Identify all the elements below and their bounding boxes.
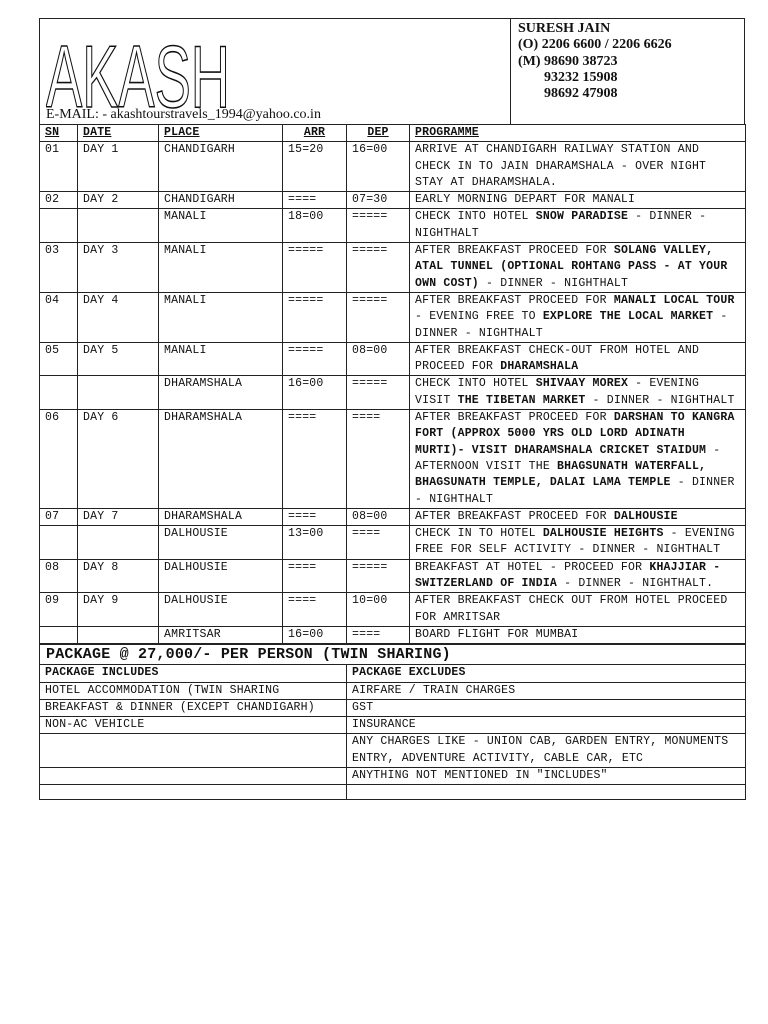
exclude-item: ANYTHING NOT MENTIONED IN "INCLUDES" (347, 767, 746, 784)
cell-arr: ==== (283, 192, 347, 209)
cell-place: AMRITSAR (159, 626, 283, 643)
package-excludes-title: PACKAGE EXCLUDES (347, 665, 746, 682)
programme-text: AFTER BREAKFAST PROCEED FOR (415, 293, 614, 307)
package-item-row (40, 699, 746, 716)
cell-dep: ==== (347, 410, 410, 509)
cell-dep: 16=00 (347, 142, 410, 192)
cell-arr: ==== (283, 559, 347, 593)
package-item-row (40, 767, 746, 784)
programme-text: CHECK INTO HOTEL (415, 377, 536, 391)
package-item-row (40, 734, 746, 768)
col-place: PLACE (159, 125, 283, 142)
col-sn: SN (40, 125, 78, 142)
cell-dep: ===== (347, 376, 410, 410)
package-heading-row (40, 665, 746, 682)
cell-dep: ===== (347, 243, 410, 293)
programme-highlight: EXPLORE THE LOCAL MARKET (542, 310, 714, 324)
cell-place: DHARAMSHALA (159, 410, 283, 509)
email-line: E-MAIL: - akashtourstravels_1994@yahoo.co.in (46, 107, 321, 122)
itinerary-header-row (40, 125, 746, 142)
itinerary-body (40, 142, 746, 644)
package-item-row (40, 717, 746, 734)
programme-text: - DINNER - NIGHTHALT (415, 310, 728, 340)
programme-text: AFTER BREAKFAST CHECK-OUT FROM HOTEL AND PROCEED FOR (415, 343, 700, 374)
mobile-phone-2: 93232 15908 (544, 69, 618, 85)
cell-programme (410, 292, 746, 342)
document-header (39, 18, 745, 124)
exclude-item (347, 785, 746, 800)
cell-programme (410, 243, 746, 293)
programme-highlight: SHIVAAY MOREX (535, 377, 629, 391)
cell-place: DHARAMSHALA (159, 376, 283, 410)
col-dep: DEP (347, 125, 410, 142)
cell-dep: ===== (347, 559, 410, 593)
cell-sn (40, 526, 78, 560)
cell-date: DAY 3 (78, 243, 159, 293)
programme-text: BOARD FLIGHT FOR MUMBAI (415, 627, 579, 641)
cell-sn: 07 (40, 508, 78, 525)
itinerary-row (40, 342, 746, 376)
cell-date (78, 626, 159, 643)
programme-text: - DINNER - NIGHTHALT (478, 276, 629, 290)
cell-date: DAY 2 (78, 192, 159, 209)
cell-arr: ===== (283, 342, 347, 376)
include-item: BREAKFAST & DINNER (EXCEPT CHANDIGARH) (40, 699, 347, 716)
cell-dep: 07=30 (347, 192, 410, 209)
programme-text: - DINNER - NIGHTHALT (415, 476, 735, 506)
programme-text: AFTER BREAKFAST PROCEED FOR (415, 244, 614, 258)
package-price-row (40, 645, 746, 665)
cell-sn: 04 (40, 292, 78, 342)
cell-place: CHANDIGARH (159, 192, 283, 209)
cell-dep: ==== (347, 526, 410, 560)
cell-sn (40, 626, 78, 643)
programme-highlight: MANALI LOCAL TOUR (613, 293, 735, 307)
itinerary-row (40, 410, 746, 509)
itinerary-row (40, 209, 746, 243)
programme-text: CHECK INTO HOTEL (415, 210, 536, 224)
itinerary-row (40, 142, 746, 192)
exclude-item: INSURANCE (347, 717, 746, 734)
package-price: PACKAGE @ 27,000/- PER PERSON (TWIN SHARING) (40, 645, 746, 665)
cell-programme (410, 626, 746, 643)
cell-date: DAY 5 (78, 342, 159, 376)
cell-programme (410, 559, 746, 593)
cell-programme (410, 410, 746, 509)
itinerary-row (40, 192, 746, 209)
cell-arr: ==== (283, 410, 347, 509)
itinerary-table (39, 124, 746, 644)
cell-dep: ===== (347, 209, 410, 243)
cell-place: DHARAMSHALA (159, 508, 283, 525)
package-body (40, 645, 746, 800)
cell-programme (410, 508, 746, 525)
cell-arr: 18=00 (283, 209, 347, 243)
cell-date: DAY 9 (78, 593, 159, 627)
itinerary-row (40, 508, 746, 525)
programme-highlight: DHARAMSHALA (500, 360, 579, 374)
contact-block (510, 19, 745, 124)
cell-programme (410, 209, 746, 243)
programme-highlight: DARSHAN TO KANGRA FORT (APPROX 5000 YRS OLD LORD ADINATH MURTI)- VISIT DHARAMSHALA CRICKET STAIDUM (415, 411, 735, 457)
cell-programme (410, 376, 746, 410)
contact-name: SURESH JAIN (518, 21, 611, 36)
cell-dep: ==== (347, 626, 410, 643)
programme-text: - DINNER - NIGHTHALT (585, 393, 735, 407)
programme-highlight: SOLANG VALLEY, ATAL TUNNEL (OPTIONAL ROHTANG PASS - AT YOUR OWN COST) (415, 244, 728, 290)
cell-place: MANALI (159, 209, 283, 243)
cell-sn: 06 (40, 410, 78, 509)
cell-place: MANALI (159, 292, 283, 342)
package-item-row (40, 682, 746, 699)
col-programme: PROGRAMME (410, 125, 746, 142)
cell-dep: 10=00 (347, 593, 410, 627)
cell-programme (410, 526, 746, 560)
programme-text: - AFTERNOON VISIT THE (415, 443, 721, 473)
itinerary-row (40, 593, 746, 627)
col-arr: ARR (283, 125, 347, 142)
cell-arr: 15=20 (283, 142, 347, 192)
include-item (40, 785, 347, 800)
akash-logo (46, 33, 232, 115)
itinerary-row (40, 243, 746, 293)
include-item (40, 767, 347, 784)
office-phone: (O) 2206 6600 / 2206 6626 (518, 37, 672, 53)
include-item: NON-AC VEHICLE (40, 717, 347, 734)
cell-date: DAY 6 (78, 410, 159, 509)
cell-sn: 09 (40, 593, 78, 627)
mobile-phone: (M) 98690 38723 (518, 53, 618, 69)
programme-highlight: DALHOUSIE (613, 509, 678, 523)
cell-place: DALHOUSIE (159, 526, 283, 560)
cell-sn: 01 (40, 142, 78, 192)
programme-text: AFTER BREAKFAST PROCEED FOR (415, 411, 614, 425)
mobile-phone-3: 98692 47908 (544, 86, 618, 102)
cell-date: DAY 7 (78, 508, 159, 525)
cell-programme (410, 192, 746, 209)
col-date: DATE (78, 125, 159, 142)
cell-place: CHANDIGARH (159, 142, 283, 192)
cell-dep: ===== (347, 292, 410, 342)
include-item: HOTEL ACCOMMODATION (TWIN SHARING (40, 682, 347, 699)
programme-text: - DINNER - NIGHTHALT (415, 210, 707, 240)
programme-highlight: SNOW PARADISE (535, 210, 629, 224)
itinerary-row (40, 526, 746, 560)
cell-place: DALHOUSIE (159, 559, 283, 593)
programme-highlight: DALHOUSIE HEIGHTS (542, 527, 664, 541)
package-item-row (40, 785, 746, 800)
cell-arr: ===== (283, 243, 347, 293)
cell-programme (410, 342, 746, 376)
programme-text: - EVENING FREE FOR SELF ACTIVITY - DINNER - NIGHTHALT (415, 527, 735, 557)
include-item (40, 734, 347, 768)
programme-text: - EVENING FREE TO (415, 310, 543, 324)
exclude-item: GST (347, 699, 746, 716)
cell-sn: 02 (40, 192, 78, 209)
exclude-item: ANY CHARGES LIKE - UNION CAB, GARDEN ENTRY, MONUMENTS ENTRY, ADVENTURE ACTIVITY, CABLE CAR, ETC (347, 734, 746, 768)
cell-date: DAY 4 (78, 292, 159, 342)
programme-highlight: KHAJJIAR - SWITZERLAND OF INDIA (415, 560, 721, 591)
cell-sn (40, 209, 78, 243)
cell-sn (40, 376, 78, 410)
programme-highlight: BHAGSUNATH WATERFALL, BHAGSUNATH TEMPLE, DALAI LAMA TEMPLE (415, 459, 707, 490)
programme-text: EARLY MORNING DEPART FOR MANALI (415, 193, 636, 207)
cell-arr: 13=00 (283, 526, 347, 560)
cell-date: DAY 1 (78, 142, 159, 192)
cell-sn: 08 (40, 559, 78, 593)
exclude-item: AIRFARE / TRAIN CHARGES (347, 682, 746, 699)
itinerary-row (40, 376, 746, 410)
programme-text: BREAKFAST AT HOTEL - PROCEED FOR (415, 560, 650, 574)
cell-arr: ==== (283, 593, 347, 627)
itinerary-row (40, 626, 746, 643)
itinerary-row (40, 559, 746, 593)
programme-text: AFTER BREAKFAST PROCEED FOR (415, 509, 614, 523)
programme-text: ARRIVE AT CHANDIGARH RAILWAY STATION AND CHECK IN TO JAIN DHARAMSHALA - OVER NIGHT STAY AT DHARAMSHALA. (415, 143, 707, 189)
itinerary-row (40, 292, 746, 342)
cell-place: MANALI (159, 342, 283, 376)
cell-dep: 08=00 (347, 342, 410, 376)
package-table (39, 644, 746, 800)
svg-text:AKASH: AKASH (46, 33, 230, 115)
cell-arr: ===== (283, 292, 347, 342)
programme-text: - EVENING VISIT (415, 377, 700, 407)
cell-arr: 16=00 (283, 376, 347, 410)
cell-place: DALHOUSIE (159, 593, 283, 627)
cell-sn: 03 (40, 243, 78, 293)
programme-text: CHECK IN TO HOTEL (415, 527, 543, 541)
cell-place: MANALI (159, 243, 283, 293)
cell-date: DAY 8 (78, 559, 159, 593)
cell-arr: ==== (283, 508, 347, 525)
cell-programme (410, 593, 746, 627)
programme-text: - DINNER - NIGHTHALT. (557, 577, 714, 591)
cell-dep: 08=00 (347, 508, 410, 525)
cell-sn: 05 (40, 342, 78, 376)
itinerary-document (39, 18, 745, 800)
cell-programme (410, 142, 746, 192)
programme-highlight: THE TIBETAN MARKET (457, 393, 586, 407)
cell-arr: 16=00 (283, 626, 347, 643)
programme-text: AFTER BREAKFAST CHECK OUT FROM HOTEL PROCEED FOR AMRITSAR (415, 594, 728, 624)
cell-date (78, 526, 159, 560)
cell-date (78, 376, 159, 410)
package-includes-title: PACKAGE INCLUDES (40, 665, 347, 682)
cell-date (78, 209, 159, 243)
